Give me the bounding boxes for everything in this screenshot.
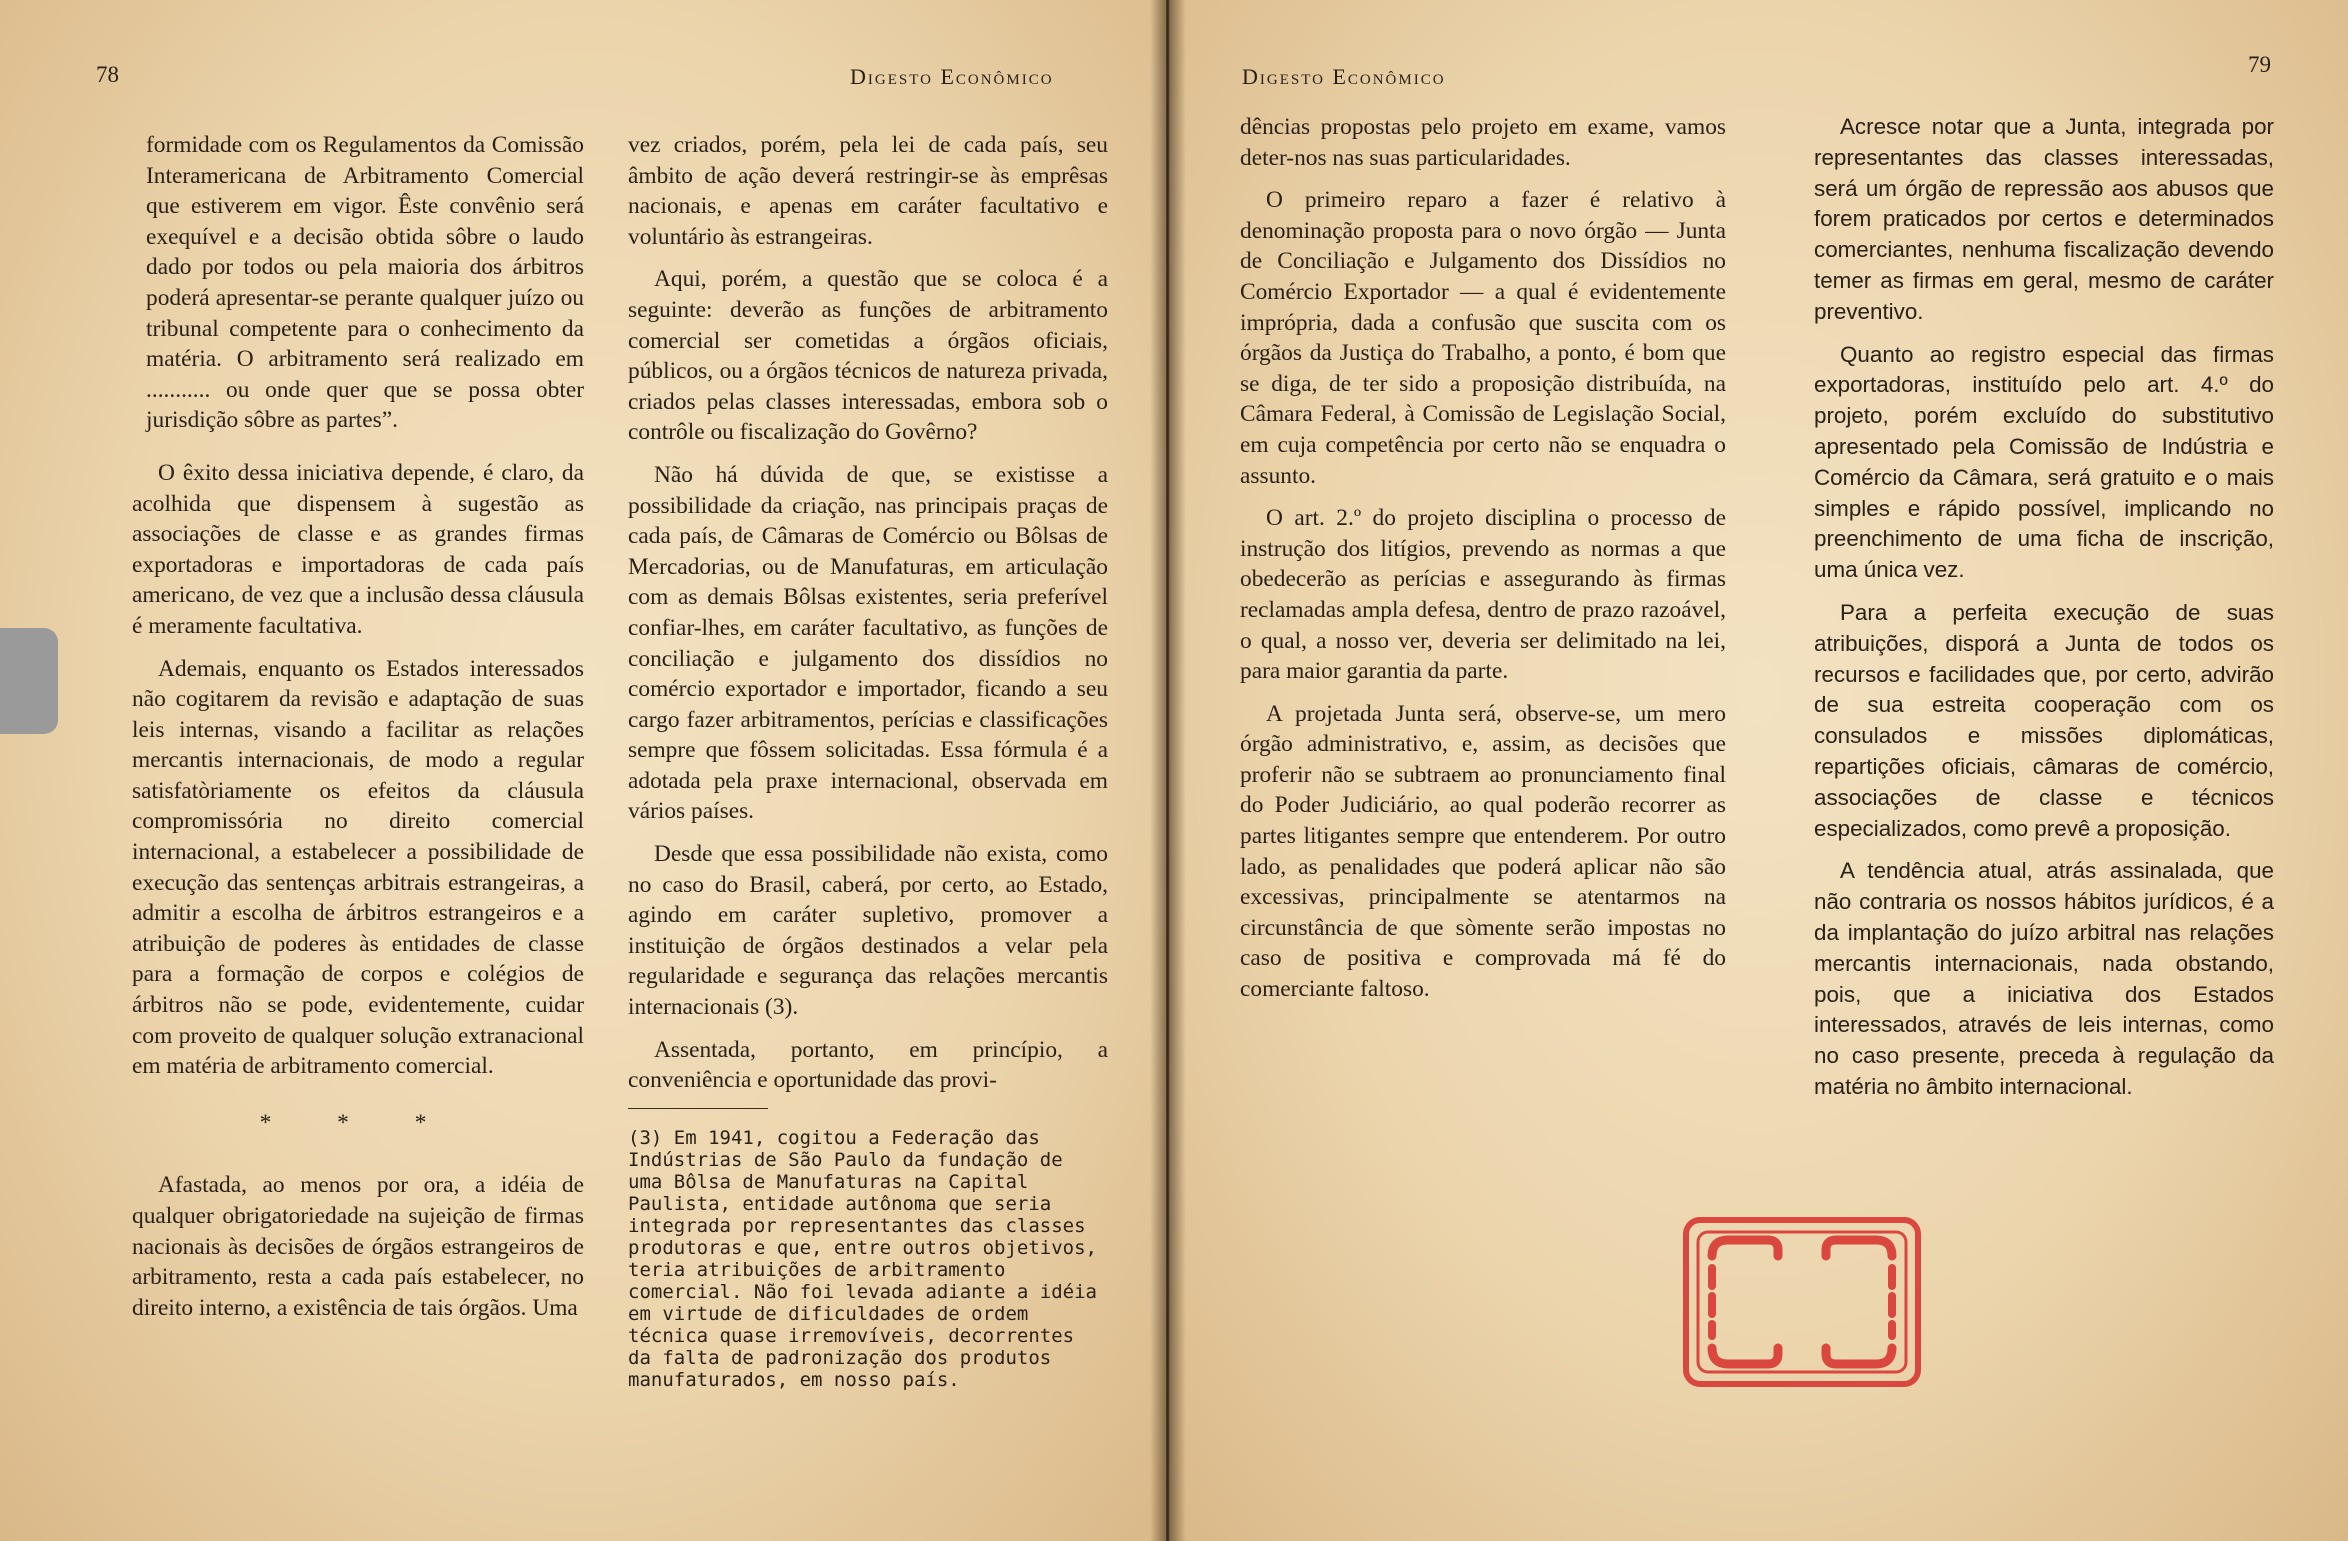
quote-paragraph: formidade com os Regulamentos da Comissão Interamericana de Arbitramento Comercial que estiverem em vigor. Êste convênio será exequível e a decisão obtida sôbre o laudo dado por todos ou pela maioria dos árbitros poderá apresentar-se perante qualquer juízo ou tribunal competente para o conhecimento da matéria. O arbitramento será realizado em ........... ou onde quer que se possa obter jurisdição sôbre as partes”. [146,132,584,434]
paragraph: dências propostas pelo projeto em exame, vamos deter-nos nas suas particularidades. [1240,114,1726,171]
right-page-number: 79 [2248,52,2271,77]
paragraph: Acresce notar que a Junta, integrada por representantes das classes interessadas, será um órgão de repressão aos abusos que forem praticados por certos e determinados comerciantes, nenhuma fiscalização devendo temer as firmas em geral, mesmo de caráter preventivo. [1814,114,2274,324]
footnote: (3) Em 1941, cogitou a Federação das Indústrias de São Paulo da fundação de uma Bôlsa de Manufaturas na Capital Paulista, entidade autônoma que seria integrada por representantes das classes produtoras e que, entre outros objetivos, teria atribuições de arbitramento comercial. Não foi levada adiante a idéia em virtude de dificuldades de ordem técnica quase irremovíveis, decorrentes da falta de padronização dos produtos manufaturados, em nosso país. [628,1126,1097,1391]
paragraph: A projetada Junta será, observe-se, um mero órgão administrativo, e, assim, as decisões que proferir não se subtraem ao pronunciamento final do Poder Judiciário, ao qual poderão recorrer as partes litigantes sempre que entenderem. Por outro lado, as penalidades que poderá aplicar não são excessivas, principalmente se atentarmos na circunstância de que sòmente serão impostas no caso de positiva e comprovada má fé do comerciante faltoso. [1240,700,1726,1003]
paragraph: Ademais, enquanto os Estados interessados não cogitarem da revisão e adaptação de suas leis internas, visando a facilitar as relações mercantis internacionais, de modo a regular satisfatòriamente os efeitos da cláusula compromissória no direito comercial internacional, a estabelecer a possibilidade de execução das sentenças arbitrais estrangeiras, a admitir a escolha de árbitros estrangeiros e a atribuição de poderes às entidades de classe para a formação de corpos e colégios de árbitros não se pode, evidentemente, cuidar com proveito de qualquer solução extranacional em matéria de arbitramento comercial. [132,655,584,1080]
section-divider: * * * [259,1109,457,1136]
library-stamp-icon [1682,1216,1922,1388]
right-column-1 [1240,112,1726,1017]
paragraph: Não há dúvida de que, se existisse a possibilidade da criação, nas principais praças de cada país, de Câmaras de Comércio ou Bôlsas de Mercadorias, ou de Manufaturas, em articulação com as demais Bôlsas existentes, seria preferível confiar-lhes, em caráter facultativo, as funções de conciliação e julgamento dos dissídios no comércio exportador e importador, ficando a seu cargo fazer arbitramentos, perícias e classificações sempre que fôssem solicitadas. Essa fórmula é a adotada pela praxe internacional, observada em vários países. [628,461,1108,825]
paragraph: O art. 2.º do projeto disciplina o processo de instrução dos litígios, prevendo as normas a que obedecerão as perícias e assegurando às firmas reclamadas ampla defesa, dentro de prazo razoável, o qual, a nosso ver, deveria ser delimitado na lei, para maior garantia da parte. [1240,505,1726,685]
paragraph: Desde que essa possibilidade não exista, como no caso do Brasil, caberá, por certo, ao Estado, agindo em caráter supletivo, promover a instituição de órgãos destinados a velar pela regularidade e segurança das relações mercantis internacionais (3). [628,841,1108,1021]
left-column-1 [132,130,584,1335]
paragraph: A tendência atual, atrás assinalada, que não contraria os nossos hábitos jurídicos, é a da implantação do juízo arbitral nas relações mercantis internacionais, nada obstando, pois, que a iniciativa dos Estados interessados, através de leis internas, como no caso presente, preceda à regulação da matéria no âmbito internacional. [1814,858,2274,1099]
left-running-head: Digesto Econômico [850,64,1054,89]
paragraph: vez criados, porém, pela lei de cada país, seu âmbito de ação deverá restringir-se às emprêsas nacionais, e apenas em caráter facultativo e voluntário às estrangeiras. [628,132,1108,250]
left-page-number: 78 [96,62,119,87]
right-running-head: Digesto Econômico [1242,64,1446,89]
left-page [0,0,1166,1541]
book-gutter [1150,0,1186,1541]
paragraph: Assentada, portanto, em princípio, a conveniência e oportunidade das provi- [628,1036,1108,1094]
paragraph: O êxito dessa iniciativa depende, é claro, da acolhida que dispensem à sugestão as associações de classe e as grandes firmas exportadoras e importadoras de cada país americano, de vez que a inclusão dessa cláusula é meramente facultativa. [132,459,584,639]
paragraph: Afastada, ao menos por ora, a idéia de qualquer obrigatoriedade na sujeição de firmas nacionais às decisões de órgãos estrangeiros de arbitramento, resta a cada país estabelecer, no direito interno, a existência de tais órgãos. Uma [132,1172,584,1321]
left-column-2 [628,130,1108,1391]
footnote-rule [628,1108,768,1109]
paragraph: Para a perfeita execução de suas atribuições, disporá a Junta de todos os recursos e facilidades que, por certo, advirão de sua estreita cooperação com os consulados e missões diplomáticas, repartições oficiais, câmaras de comércio, associações de classe e técnicos especializados, como prevê a proposição. [1814,599,2274,841]
paragraph: O primeiro reparo a fazer é relativo à denominação proposta para o novo órgão — Junta de Conciliação e Julgamento dos Dissídios no Comércio Exportador — a qual é evidentemente imprópria, dada a confusão que suscita com os órgãos da Justiça do Trabalho, a ponto, é bom que se diga, de ter sido a proposição distribuída, na Câmara Federal, à Comissão de Legislação Social, em cuja competência por certo não se enquadra o assunto. [1240,187,1726,489]
paragraph: Quanto ao registro especial das firmas exportadoras, instituído pelo art. 4.º do projeto, porém excluído do substitutivo apresentado pela Comissão de Indústria e Comércio da Câmara, será gratuito e o mais simples e rápido possível, implicando no preenchimento de uma ficha de inscrição, uma única vez. [1814,341,2274,583]
page-tab-marker [0,628,58,734]
right-column-2 [1814,112,2274,1115]
paragraph: Aqui, porém, a questão que se coloca é a seguinte: deverão as funções de arbitramento comercial ser cometidas a órgãos oficiais, públicos, ou a órgãos técnicos de natureza privada, criados pelas classes interessadas, embora sob o contrôle ou fiscalização do Govêrno? [628,266,1108,446]
